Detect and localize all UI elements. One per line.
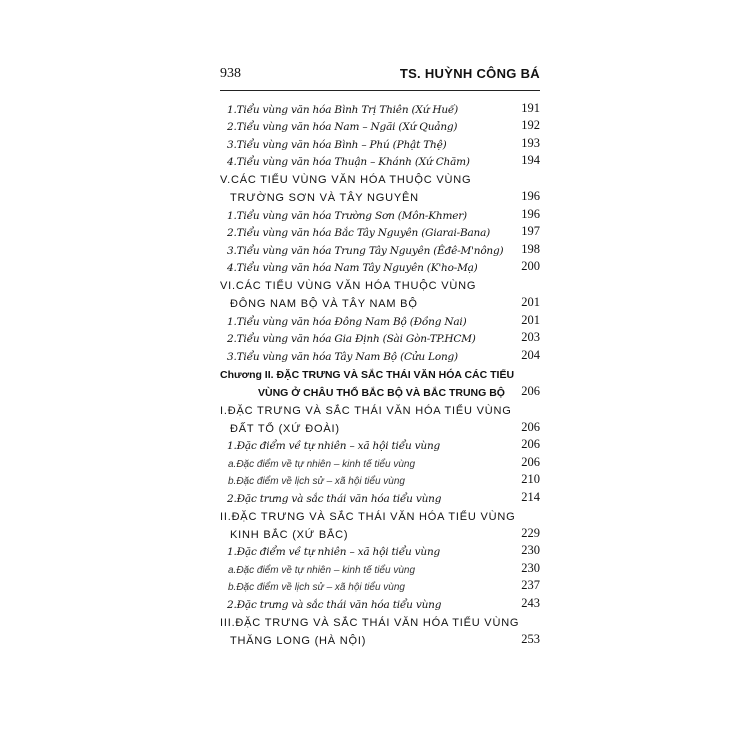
toc-entry-page: 198 bbox=[521, 241, 540, 256]
toc-entry-page: 206 bbox=[521, 419, 540, 434]
toc-entry bbox=[220, 310, 540, 328]
toc-entry-title: V.CÁC TIỂU VÙNG VĂN HÓA THUỘC VÙNG bbox=[220, 174, 472, 186]
toc-entry-page: 194 bbox=[521, 153, 540, 167]
toc-entry-title: 4.Tiểu vùng văn hóa Thuận – Khánh (Xứ Chăm) bbox=[227, 156, 470, 168]
toc-entry bbox=[220, 168, 540, 186]
toc-entry-page: 193 bbox=[521, 135, 540, 150]
toc-entry-title: 2.Đặc trưng và sắc thái văn hóa tiểu vùng bbox=[227, 598, 442, 611]
toc-entry bbox=[220, 239, 540, 257]
toc-entry bbox=[220, 523, 540, 541]
toc-entry-title: VI.CÁC TIỂU VÙNG VĂN HÓA THUỘC VÙNG bbox=[220, 280, 477, 292]
toc-entry-page: 200 bbox=[521, 259, 540, 273]
toc-entry-title: 3.Tiểu vùng văn hóa Tây Nam Bộ (Cửu Long) bbox=[227, 350, 458, 363]
toc-entry-title: 3.Tiểu vùng văn hóa Bình – Phú (Phật Thệ) bbox=[227, 138, 447, 151]
toc-entry-title: Chương II. ĐẶC TRƯNG VÀ SẮC THÁI VĂN HÓA CÁC TIỂU bbox=[220, 368, 515, 381]
toc-entry bbox=[220, 558, 540, 576]
toc-entry-page: 196 bbox=[521, 206, 540, 221]
toc-entry-page: 214 bbox=[521, 489, 540, 504]
toc-entry bbox=[220, 274, 540, 292]
toc-entry bbox=[220, 417, 540, 435]
toc-entry bbox=[220, 611, 540, 629]
toc-entry-page: 191 bbox=[521, 100, 540, 115]
toc-entry-page: 203 bbox=[521, 330, 540, 344]
toc-entry-title: 1.Tiểu vùng văn hóa Bình Trị Thiên (Xứ Huế) bbox=[227, 103, 459, 116]
toc-entry-page: 201 bbox=[521, 295, 540, 309]
page-header bbox=[220, 66, 540, 86]
page-number: 938 bbox=[220, 66, 241, 81]
toc-entry bbox=[220, 98, 540, 116]
toc-entry-title: 2.Tiểu vùng văn hóa Bắc Tây Nguyên (Giarai-Bana) bbox=[227, 227, 491, 239]
toc-entry bbox=[220, 116, 540, 134]
toc-entry-title: 1.Đặc điểm về tự nhiên – xã hội tiểu vùng bbox=[227, 440, 441, 452]
toc-entry bbox=[220, 487, 540, 505]
toc-entry-title: 1.Tiểu vùng văn hóa Đông Nam Bộ (Đồng Nai) bbox=[227, 315, 467, 328]
toc-entry-page: 230 bbox=[521, 560, 540, 575]
toc-entry-title: KINH BẮC (XỨ BẮC) bbox=[230, 528, 349, 541]
toc-entry-page: 229 bbox=[521, 525, 540, 540]
toc-entry-page: 204 bbox=[521, 347, 540, 362]
toc-entry-page: 237 bbox=[521, 578, 540, 592]
toc-entry bbox=[220, 363, 540, 381]
toc-entry-page: 206 bbox=[521, 383, 540, 398]
toc-entry-title: a.Đặc điểm về tự nhiên – kinh tế tiểu vùng bbox=[228, 458, 416, 470]
toc-entry bbox=[220, 399, 540, 417]
toc-entry-page: 230 bbox=[521, 543, 540, 557]
toc-entry-title: b.Đặc điểm về lịch sử – xã hội tiểu vùng bbox=[228, 476, 405, 487]
toc-entry bbox=[220, 222, 540, 240]
toc-entry-title: VÙNG Ở CHÂU THỔ BẮC BỘ VÀ BẮC TRUNG BỘ bbox=[258, 386, 505, 399]
toc-entry bbox=[220, 133, 540, 151]
toc-entry bbox=[220, 381, 540, 399]
toc-entry-page: 192 bbox=[521, 118, 540, 132]
toc-entry bbox=[220, 505, 540, 523]
author-name: TS. HUỲNH CÔNG BÁ bbox=[399, 66, 540, 81]
toc-entry bbox=[220, 452, 540, 470]
toc-entry-title: 2.Tiểu vùng văn hóa Gia Định (Sài Gòn-TP.HCM) bbox=[227, 333, 476, 345]
toc-entry-title: THĂNG LONG (HÀ NỘI) bbox=[230, 634, 367, 647]
toc-entry-page: 206 bbox=[521, 437, 540, 451]
toc-entry-title: 3.Tiểu vùng văn hóa Trung Tây Nguyên (Êđê-M'nông) bbox=[227, 244, 504, 257]
toc-entry bbox=[220, 576, 540, 594]
toc-entry-page: 210 bbox=[521, 472, 540, 486]
toc-entry-title: 1.Tiểu vùng văn hóa Trường Sơn (Môn-Khmer) bbox=[227, 209, 467, 222]
toc-entry-page: 196 bbox=[521, 189, 540, 203]
toc-entry-page: 197 bbox=[521, 224, 540, 238]
toc-entry bbox=[220, 593, 540, 611]
toc-entry-title: 2.Tiểu vùng văn hóa Nam – Ngãi (Xứ Quảng) bbox=[227, 121, 458, 133]
toc-entry bbox=[220, 345, 540, 363]
table-of-contents bbox=[220, 98, 540, 647]
toc-entry-page: 253 bbox=[521, 631, 540, 646]
toc-entry bbox=[220, 257, 540, 275]
toc-entry-title: a.Đặc điểm về tự nhiên – kinh tế tiểu vùng bbox=[228, 564, 416, 576]
toc-entry bbox=[220, 328, 540, 346]
toc-entry-title: I.ĐẶC TRƯNG VÀ SẮC THÁI VĂN HÓA TIỂU VÙNG bbox=[220, 404, 512, 417]
toc-entry bbox=[220, 435, 540, 453]
toc-entry-page: 243 bbox=[521, 595, 540, 610]
toc-entry-title: TRƯỜNG SƠN VÀ TÂY NGUYÊN bbox=[230, 192, 419, 204]
toc-entry-title: II.ĐẶC TRƯNG VÀ SẮC THÁI VĂN HÓA TIỂU VÙNG bbox=[220, 510, 516, 523]
toc-entry bbox=[220, 204, 540, 222]
toc-entry bbox=[220, 292, 540, 310]
toc-entry bbox=[220, 629, 540, 647]
toc-entry-title: III.ĐẶC TRƯNG VÀ SẮC THÁI VĂN HÓA TIỂU VÙNG bbox=[220, 616, 520, 629]
toc-entry-title: 1.Đặc điểm về tự nhiên – xã hội tiểu vùng bbox=[227, 546, 441, 558]
toc-entry bbox=[220, 470, 540, 488]
toc-entry-page: 201 bbox=[521, 312, 540, 327]
toc-entry-title: ĐÔNG NAM BỘ VÀ TÂY NAM BỘ bbox=[230, 298, 418, 310]
toc-entry bbox=[220, 541, 540, 559]
toc-entry-title: 4.Tiểu vùng văn hóa Nam Tây Nguyên (K'ho-Mạ) bbox=[227, 262, 478, 274]
toc-entry-title: ĐẤT TỔ (XỨ ĐOÀI) bbox=[230, 422, 340, 435]
header-rule bbox=[220, 90, 540, 91]
toc-entry bbox=[220, 186, 540, 204]
toc-entry-page: 206 bbox=[521, 454, 540, 469]
toc-entry bbox=[220, 151, 540, 169]
toc-entry-title: 2.Đặc trưng và sắc thái văn hóa tiểu vùng bbox=[227, 492, 442, 505]
toc-entry-title: b.Đặc điểm về lịch sử – xã hội tiểu vùng bbox=[228, 582, 405, 593]
